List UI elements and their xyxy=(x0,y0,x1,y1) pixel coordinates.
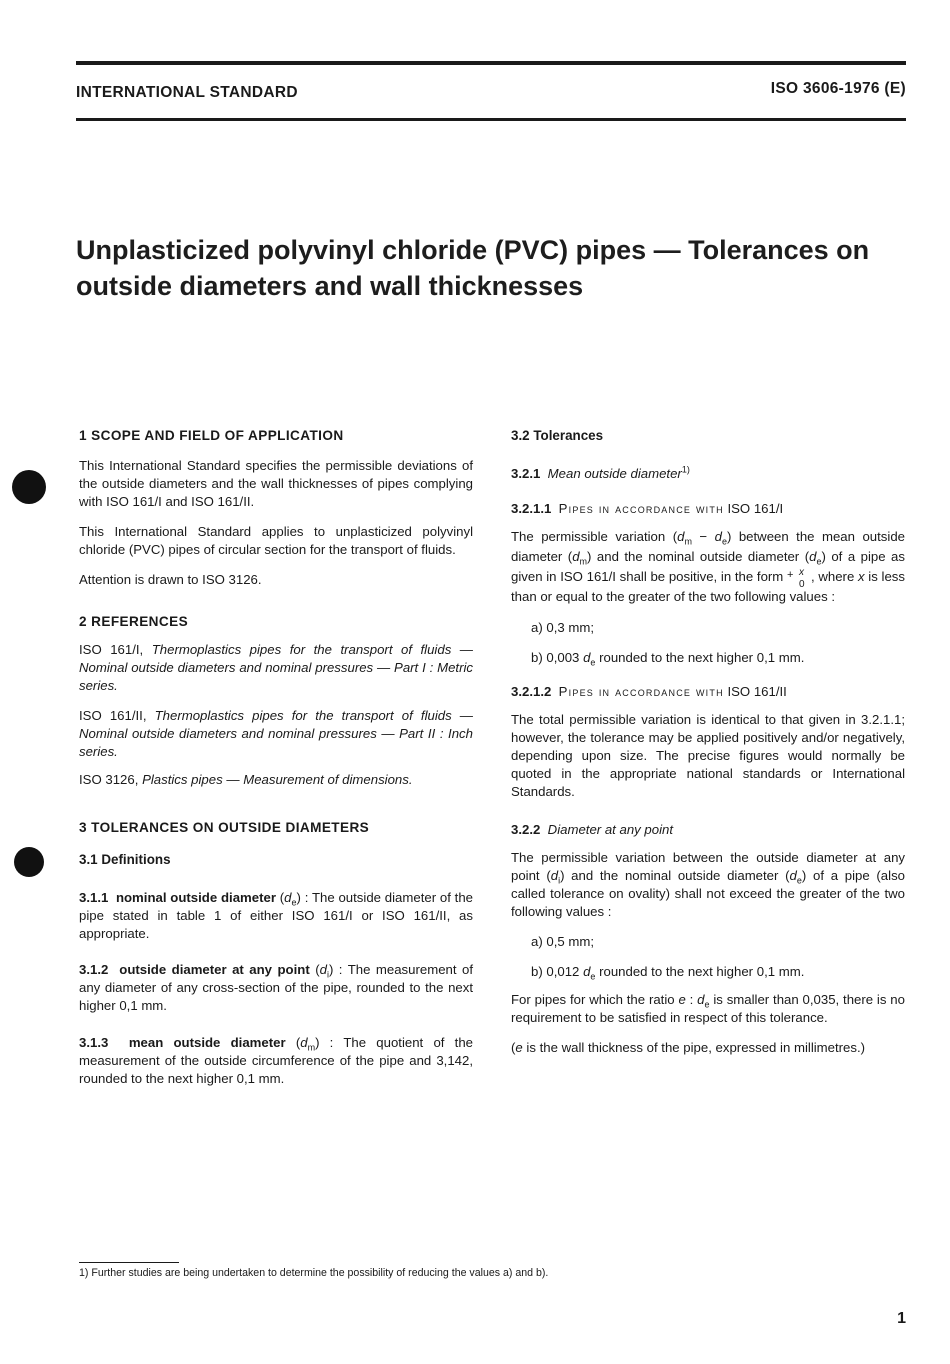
definition-3-1-1: 3.1.1 nominal outside diameter $(d_e)$ : The outside diameter of the pipe stated in table 1 of either ISO 161/I or ISO 161/II, as appropriate. xyxy=(79,890,474,941)
definition-term: nominal outside diameter xyxy=(115,890,276,905)
section-3-heading: 3 TOLERANCES ON OUTSIDE DIAMETERS xyxy=(79,820,370,835)
subsection-3-2-1-1-heading: 3.2.1.1 Pipes in accordance with ISO 161/I xyxy=(511,501,784,516)
list-item: a) 0,5 mm; xyxy=(531,934,595,949)
reference-code: ISO 161/II, xyxy=(79,708,147,723)
header-rule xyxy=(76,118,906,121)
footnote: 1) Further studies are being undertaken to determine the possibility of reducing the values a) and b). xyxy=(79,1267,549,1279)
scope-paragraph: This International Standard applies to unplasticized polyvinyl chloride (PVC) pipes of circular section for the transport of fluids. xyxy=(79,524,473,557)
page-title xyxy=(76,232,916,304)
clause-number: 3.1.1 xyxy=(79,890,109,905)
subsection-3-2-2-heading: 3.2.2 Diameter at any point xyxy=(511,822,674,837)
tolerance-notation: + x 0 xyxy=(787,566,805,590)
section-2-heading: 2 REFERENCES xyxy=(79,614,189,629)
document-type: INTERNATIONAL STANDARD xyxy=(76,84,298,101)
subsection-3-2-1-2-heading: 3.2.1.2 Pipes in accordance with ISO 161/II xyxy=(511,684,787,699)
margin-marker-dot xyxy=(12,470,46,504)
section-3-1-heading: 3.1 Definitions xyxy=(79,852,171,867)
reference-item xyxy=(79,771,473,789)
definition-term: outside diameter at any point xyxy=(119,962,310,977)
definition-3-1-3: 3.1.3 mean outside diameter $(d_m)$ : The quotient of the measurement of the outside circumference of the pipe and 3,142, rounded to the next higher 0,1 mm. xyxy=(79,1035,474,1086)
margin-marker-dot xyxy=(14,847,44,877)
tolerance-paragraph: The total permissible variation is identical to that given in 3.2.1.1; however, the tolerance may be applied positively and/or negatively, depending upon size. The precise figures would normally be quoted in the appropriate national standards or International Standards. xyxy=(511,712,905,799)
reference-code: ISO 161/I, xyxy=(79,642,144,657)
definition-term: mean outside diameter xyxy=(128,1035,286,1050)
list-item: b) 0,012 $d_e$ rounded to the next higher 0,1 mm. xyxy=(531,964,805,982)
tolerance-paragraph: (e is the wall thickness of the pipe, expressed in millimetres.) xyxy=(511,1040,866,1055)
reference-title: Plastics pipes — Measurement of dimensions. xyxy=(142,772,413,787)
definition-3-1-2: 3.1.2 outside diameter at any point $(d_i)$ : The measurement of any diameter of any cross-section of the pipe, rounded to the next higher 0,1 mm. xyxy=(79,962,473,1013)
standard-number: ISO 3606-1976 (E) xyxy=(770,80,906,97)
top-rule xyxy=(76,61,906,65)
reference-code: ISO 3126, xyxy=(79,772,139,787)
reference-title: Thermoplastics pipes for the transport of fluids — Nominal outside diameters and nominal pressures — Part II : Inch series. xyxy=(79,708,473,759)
clause-number: 3.1.3 xyxy=(79,1035,109,1050)
tolerance-paragraph: The permissible variation between the outside diameter at any point $(d_i)$ and the nominal outside diameter $(d_e)$ of a pipe (also called tolerance on ovality) shall not exceed the greater of the two following values : xyxy=(511,850,905,919)
list-item: b) 0,003 $d_e$ rounded to the next higher 0,1 mm. xyxy=(531,650,805,668)
list-item: a) 0,3 mm; xyxy=(531,620,595,635)
footnote-rule xyxy=(79,1262,179,1263)
reference-item xyxy=(79,707,473,761)
title-line-2: outside diameters and wall thicknesses xyxy=(76,271,584,301)
left-column xyxy=(79,427,473,1088)
right-column xyxy=(511,427,905,1057)
section-1-heading: 1 SCOPE AND FIELD OF APPLICATION xyxy=(79,428,344,443)
scope-paragraph: This International Standard specifies the permissible deviations of the outside diameters and the wall thicknesses of pipes complying with ISO 161/I and ISO 161/II. xyxy=(79,458,473,509)
definition-text: The outside diameter of the pipe stated in table 1 of either ISO 161/I or ISO 161/II, as appropriate. xyxy=(79,890,474,941)
clause-number: 3.1.2 xyxy=(79,962,109,977)
page-number: 1 xyxy=(897,1310,906,1327)
title-line-1: Unplasticized polyvinyl chloride (PVC) pipes — Tolerances on xyxy=(76,235,870,265)
section-3-2-heading: 3.2 Tolerances xyxy=(511,428,604,443)
definition-text: The quotient of the measurement of the outside circumference of the pipe and 3,142, rounded to the next higher 0,1 mm. xyxy=(79,1035,474,1086)
scope-paragraph: Attention is drawn to ISO 3126. xyxy=(79,572,262,587)
reference-title: Thermoplastics pipes for the transport of fluids — Nominal outside diameters and nominal pressures — Part I : Metric series. xyxy=(79,642,473,693)
tolerance-paragraph: For pipes for which the ratio e : $d_e$ is smaller than 0,035, there is no requirement to be satisfied in respect of this tolerance. xyxy=(511,992,905,1025)
subsection-3-2-1-heading: 3.2.1 Mean outside diameter$^{1)}$ xyxy=(511,464,690,481)
tolerance-paragraph: The permissible variation $(d_m - d_e)$ between the mean outside diameter $(d_m)$ and the nominal outside diameter $(d_e)$ of a pipe as given in ISO 161/I shall be positive, in the form + x 0 , where x is less than or equal to the greater of the two following values : xyxy=(511,529,905,604)
reference-item xyxy=(79,641,473,695)
definition-text: The measurement of any diameter of any cross-section of the pipe, rounded to the next higher 0,1 mm. xyxy=(79,962,473,1013)
